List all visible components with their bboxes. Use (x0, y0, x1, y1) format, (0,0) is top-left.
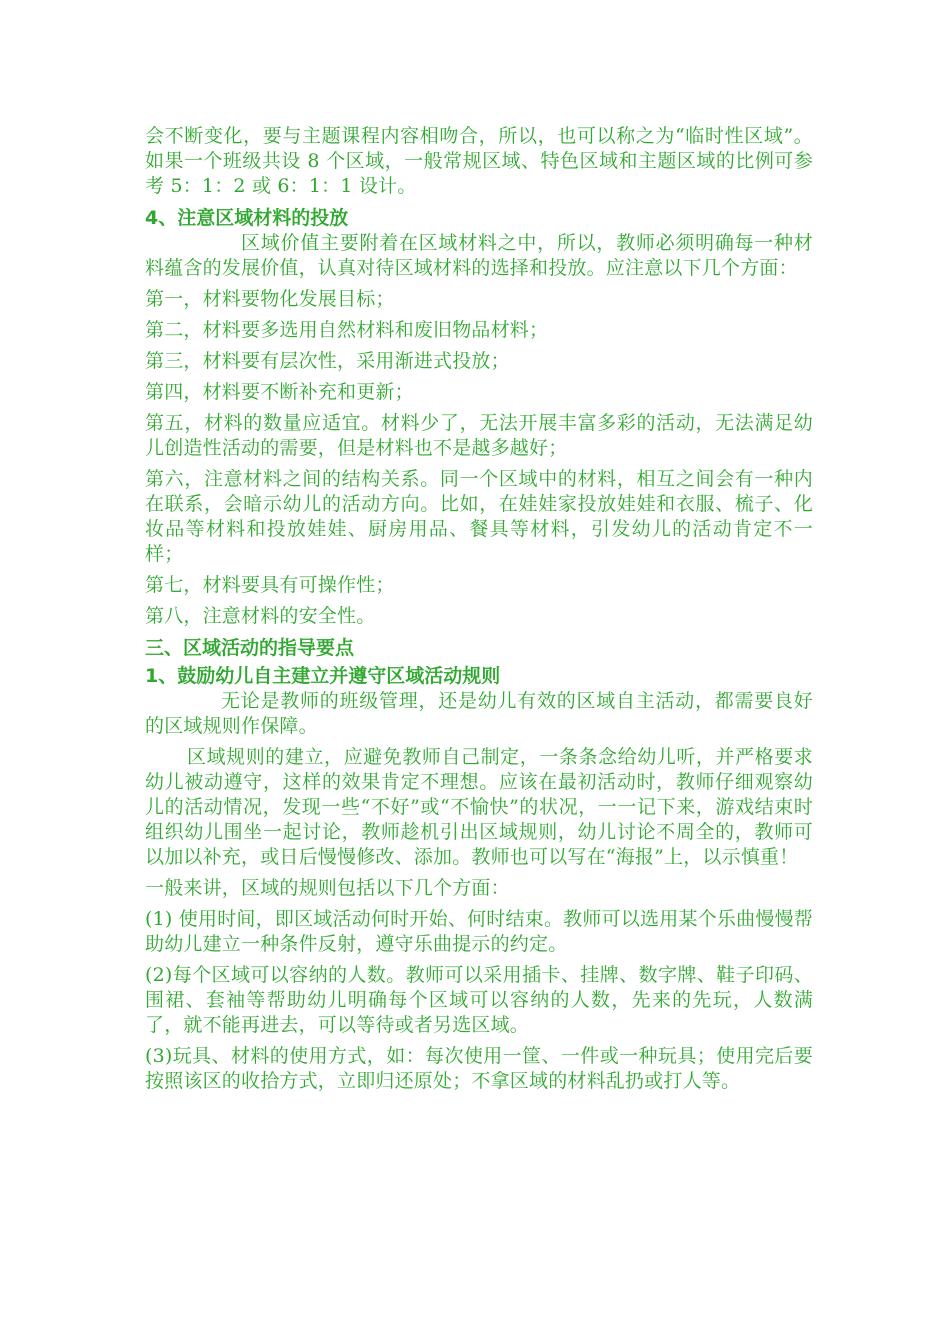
rules-paragraph-3: 一般来讲，区域的规则包括以下几个方面： (145, 877, 510, 899)
heading-materials: 4、注意区域材料的投放 (145, 207, 349, 229)
intro-paragraph: 会不断变化，要与主题课程内容相吻合，所以，也可以称之为“临时性区域”。如果一个班级共设 8 个区域，一般常规区域、特色区域和主题区域的比例可参考 5：1：2 或 6：1：1 设计。 (145, 125, 813, 197)
rule-item-1: (1) 使用时间，即区域活动何时开始、何时结束。教师可以选用某个乐曲慢慢帮助幼儿建立一种条件反射，遵守乐曲提示的约定。 (145, 908, 813, 955)
rules-paragraph-1: 无论是教师的班级管理，还是幼儿有效的区域自主活动，都需要良好的区域规则作保障。 (145, 690, 813, 737)
document-body (145, 124, 813, 1100)
heading-section-3: 三、区域活动的指导要点 (145, 637, 355, 659)
material-item-2: 第二，材料要多选用自然材料和废旧物品材料； (145, 319, 549, 341)
rules-paragraph-2: 区域规则的建立，应避免教师自己制定，一条条念给幼儿听，并严格要求幼儿被动遵守，这样的效果肯定不理想。应该在最初活动时，教师仔细观察幼儿的活动情况，发现一些“不好”或“不愉快”的状况，一一记下来，游戏结束时组织幼儿围坐一起讨论，教师趁机引出区域规则，幼儿讨论不周全的，教师可以加以补充，或日后慢慢修改、添加。教师也可以写在“海报”上，以示慎重！ (145, 746, 813, 868)
material-item-4: 第四，材料要不断补充和更新； (145, 381, 414, 403)
rule-item-2: (2)每个区域可以容纳的人数。教师可以采用插卡、挂牌、数字牌、鞋子印码、围裙、套袖等帮助幼儿明确每个区域可以容纳的人数，先来的先玩，人数满了，就不能再进去，可以等待或者另选区域。 (145, 964, 813, 1036)
heading-rules: 1、鼓励幼儿自主建立并遵守区域活动规则 (145, 665, 501, 687)
materials-paragraph: 区域价值主要附着在区域材料之中，所以，教师必须明确每一种材料蕴含的发展价值，认真对待区域材料的选择和投放。应注意以下几个方面： (145, 232, 813, 279)
material-item-5: 第五，材料的数量应适宜。材料少了，无法开展丰富多彩的活动，无法满足幼儿创造性活动的需要，但是材料也不是越多越好； (145, 412, 813, 459)
material-item-7: 第七，材料要具有可操作性； (145, 574, 395, 596)
material-item-3: 第三，材料要有层次性，采用渐进式投放； (145, 350, 510, 372)
material-item-8: 第八，注意材料的安全性。 (145, 605, 376, 627)
rule-item-3: (3)玩具、材料的使用方式，如：每次使用一筐、一件或一种玩具；使用完后要按照该区的收拾方式，立即归还原处；不拿区域的材料乱扔或打人等。 (145, 1045, 813, 1092)
material-item-6: 第六，注意材料之间的结构关系。同一个区域中的材料，相互之间会有一种内在联系，会暗示幼儿的活动方向。比如，在娃娃家投放娃娃和衣服、梳子、化妆品等材料和投放娃娃、厨房用品、餐具等材料，引发幼儿的活动肯定不一样； (145, 468, 813, 565)
material-item-1: 第一，材料要物化发展目标； (145, 288, 395, 310)
